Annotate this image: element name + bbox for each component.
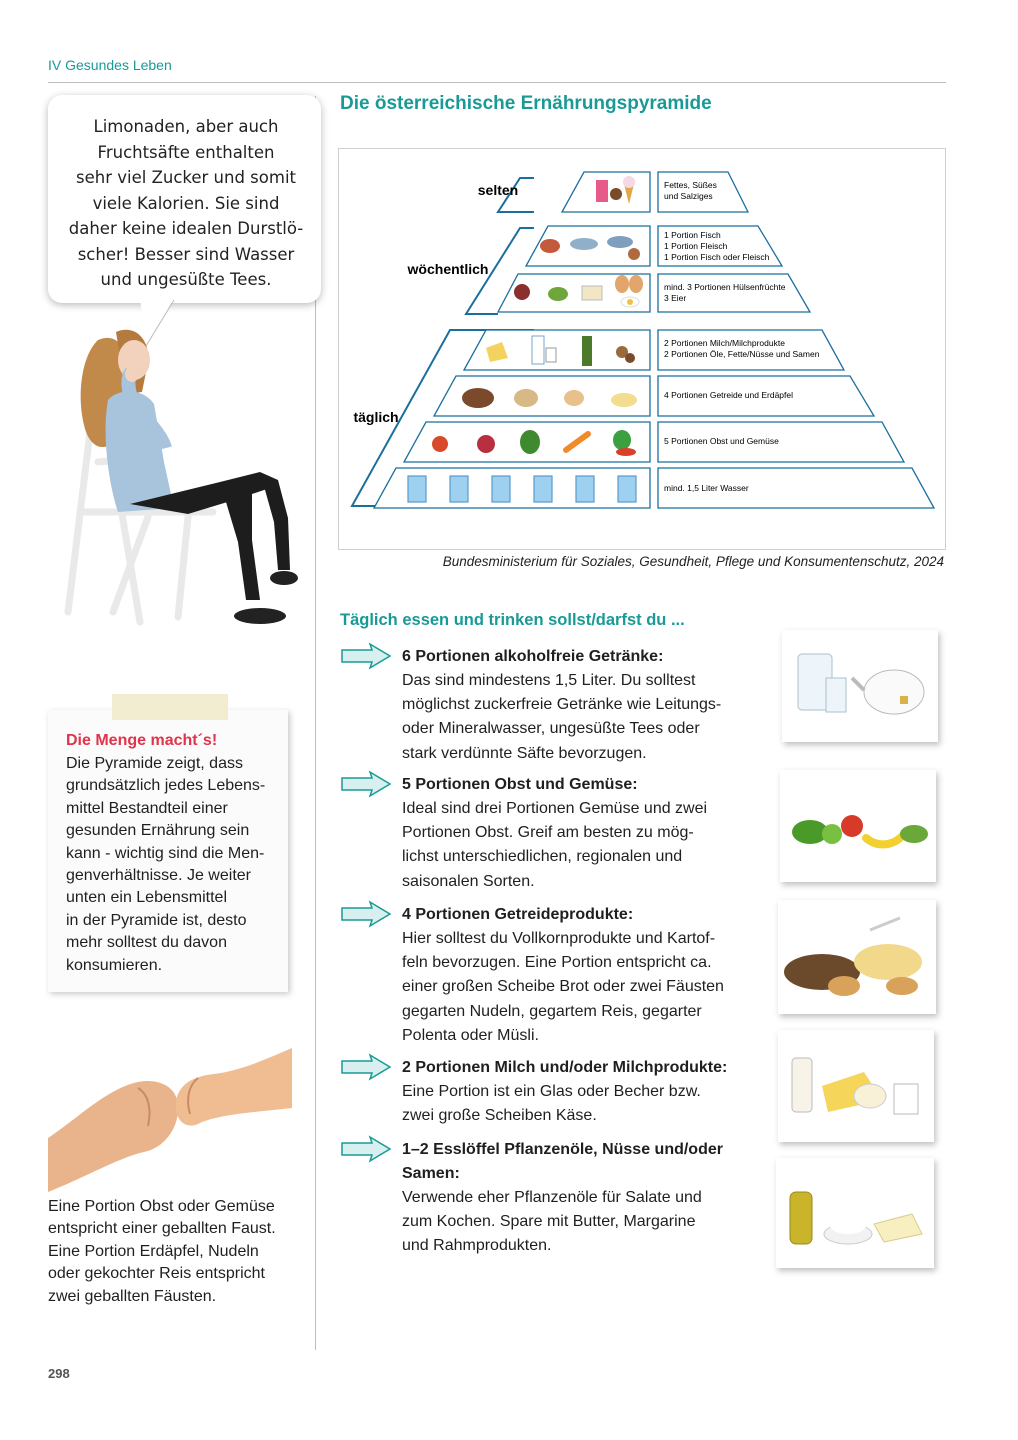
bread-icon: [462, 388, 494, 408]
item-line: saisonalen Sorten.: [402, 872, 535, 890]
info-line: gesunden Ernährung sein: [66, 822, 250, 840]
water-glass-icon: [618, 476, 636, 502]
caption-line: Eine Portion Obst oder Gemüse: [48, 1198, 275, 1215]
daily-item-2: [402, 773, 772, 894]
beans-icon: [514, 284, 530, 300]
page-number: 298: [48, 1366, 70, 1381]
pyramid-note: 2 Portionen Milch/Milchprodukte 2 Portionen Öle, Fette/Nüsse und Samen: [664, 338, 820, 359]
pyramid-note: 5 Portionen Obst und Gemüse: [664, 436, 779, 446]
bubble-line: und ungesüßte Tees.: [100, 270, 272, 289]
info-line: konsumieren.: [66, 956, 163, 974]
item-line: und Rahmprodukten.: [402, 1237, 552, 1255]
item-heading: Samen:: [402, 1165, 460, 1182]
daily-item-3: [402, 903, 772, 1048]
photo-grains: [778, 900, 936, 1014]
bubble-line: scher! Besser sind Wasser: [77, 244, 295, 264]
item-line: gegarten Nudeln, gegartem Reis, gegarter: [402, 1002, 702, 1020]
berries-icon: [477, 435, 495, 453]
milk-bottle-icon: [532, 336, 544, 364]
milk-cheese-icon: [778, 1030, 934, 1142]
arrow-bullet-icon: [340, 770, 392, 798]
bread-pasta-potato-icon: [778, 900, 936, 1014]
info-line: mittel Bestandteil einer: [66, 799, 228, 817]
item-line: feln bevorzugen. Eine Portion entspricht ca.: [402, 954, 712, 972]
info-line: Die Pyramide zeigt, dass: [66, 755, 243, 772]
item-line: Verwende eher Pflanzenöle für Salate und: [402, 1189, 702, 1206]
daily-item-1: [402, 645, 772, 766]
caption-line: Eine Portion Erdäpfel, Nudeln: [48, 1242, 259, 1260]
item-line: zum Kochen. Spare mit Butter, Margarine: [402, 1213, 696, 1231]
arrow-bullet-icon: [340, 642, 392, 670]
pepper-icon: [613, 430, 631, 450]
egg-icon: [629, 275, 643, 293]
caption-line: entspricht einer geballten Faust.: [48, 1220, 276, 1238]
daily-item-5: [402, 1138, 772, 1259]
tofu-icon: [582, 286, 602, 300]
chapter-header: IV Gesundes Leben: [48, 57, 172, 73]
arrow-bullet-icon: [340, 1135, 392, 1163]
item-line: oder Mineralwasser, ungesüßte Tees oder: [402, 720, 700, 738]
item-heading: 6 Portionen alkoholfreie Getränke:: [402, 648, 664, 665]
photo-dairy: [778, 1030, 934, 1142]
muesli-bowl-icon: [514, 389, 538, 407]
yogurt-icon: [546, 348, 556, 362]
bubble-line: sehr viel Zucker und somit: [76, 168, 296, 187]
meat-icon: [628, 248, 640, 260]
water-glass-icon: [450, 476, 468, 502]
item-heading: 5 Portionen Obst und Gemüse:: [402, 776, 638, 793]
level-label-weekly: wöchentlich: [407, 261, 489, 277]
fish-icon: [607, 236, 633, 248]
fists-photo: [48, 1048, 292, 1192]
info-line: mehr solltest du davon: [66, 934, 227, 952]
daily-section-title: Täglich essen und trinken sollst/darfst du ...: [340, 611, 685, 629]
caption-line: zwei geballten Fäusten.: [48, 1287, 217, 1305]
bubble-text: [62, 114, 310, 293]
item-line: zwei große Scheiben Käse.: [402, 1107, 597, 1125]
pasta-plate-icon: [611, 393, 637, 407]
item-line: einer großen Scheibe Brot oder zwei Fäusten: [402, 978, 724, 996]
info-line: kann - wichtig sind die Men-: [66, 844, 265, 862]
pyramid-note: 4 Portionen Getreide und Erdäpfel: [664, 390, 794, 400]
item-line: möglichst zuckerfreie Getränke wie Leitungs-: [402, 696, 722, 714]
girl-on-chair-illustration: [38, 312, 298, 642]
water-glass-icon: [576, 476, 594, 502]
pyramid-note: mind. 3 Portionen Hülsenfrüchte 3 Eier: [664, 282, 786, 303]
item-line: Eine Portion ist ein Glas oder Becher bzw.: [402, 1083, 701, 1100]
apple-icon: [432, 436, 448, 452]
item-line: Polenta oder Müsli.: [402, 1026, 539, 1044]
water-glass-icon: [408, 476, 426, 502]
bubble-line: viele Kalorien. Sie sind: [92, 193, 280, 213]
item-heading: 4 Portionen Getreideprodukte:: [402, 906, 634, 923]
water-glass-icon: [492, 476, 510, 502]
info-box-text: [66, 753, 282, 977]
caption-line: oder gekochter Reis entspricht: [48, 1265, 265, 1283]
bubble-line: Limonaden, aber auch: [93, 117, 279, 136]
photo-drinks: [782, 630, 938, 742]
cookie-icon: [610, 188, 622, 200]
bubble-line: daher keine idealen Durstlö-: [68, 219, 304, 238]
pyramid-note: 1 Portion Fisch 1 Portion Fleisch 1 Portion Fisch oder Fleisch: [664, 230, 770, 262]
food-pyramid-diagram: [338, 148, 944, 548]
item-line: stark verdünnte Säfte bevorzugen.: [402, 744, 647, 762]
photo-fruit-veg: [780, 770, 936, 882]
info-line: grundsätzlich jedes Lebens-: [66, 777, 266, 795]
egg-icon: [615, 275, 629, 293]
drumstick-icon: [540, 239, 560, 253]
arrow-bullet-icon: [340, 1053, 392, 1081]
pyramid-title: Die österreichische Ernährungspyramide: [340, 93, 712, 114]
pyramid-source: Bundesministerium für Soziales, Gesundheit, Pflege und Konsumentenschutz, 2024: [442, 554, 944, 569]
item-line: Ideal sind drei Portionen Gemüse und zwei: [402, 800, 708, 817]
lettuce-icon: [520, 430, 540, 454]
fruit-vegetable-icon: [780, 770, 936, 882]
oil-butter-icon: [776, 1158, 934, 1268]
item-line: Portionen Obst. Greif am besten zu mög-: [402, 824, 694, 842]
peas-icon: [548, 287, 568, 301]
pyramid-note: mind. 1,5 Liter Wasser: [664, 483, 749, 493]
fish-icon: [570, 238, 598, 250]
water-jug-teapot-icon: [782, 630, 938, 742]
soda-cup-icon: [596, 180, 608, 202]
pyramid-note: Fettes, Süßes und Salziges: [664, 180, 717, 201]
water-glass-icon: [534, 476, 552, 502]
info-box-title: Die Menge macht´s!: [66, 732, 218, 749]
item-line: Hier solltest du Vollkornprodukte und Kartof-: [402, 930, 716, 947]
info-line: unten ein Lebensmittel: [66, 889, 227, 907]
header-divider: [48, 82, 946, 83]
item-heading: 1–2 Esslöffel Pflanzenöle, Nüsse und/oder: [402, 1141, 723, 1158]
info-line: in der Pyramide ist, desto: [66, 911, 247, 929]
daily-item-4: [402, 1056, 772, 1128]
info-line: genverhältnisse. Je weiter: [66, 867, 251, 885]
level-label-daily: täglich: [353, 409, 399, 425]
arrow-bullet-icon: [340, 900, 392, 928]
potato-icon: [564, 390, 584, 406]
nuts-icon: [625, 353, 635, 363]
photo-oils: [776, 1158, 934, 1268]
bubble-line: Fruchtsäfte enthalten: [97, 142, 275, 162]
item-heading: 2 Portionen Milch und/oder Milchprodukte:: [402, 1059, 728, 1076]
level-label-rare: selten: [477, 182, 519, 198]
oil-bottle-icon: [582, 336, 592, 366]
fist-caption: [48, 1196, 298, 1308]
item-line: lichst unterschiedlichen, regionalen und: [402, 848, 683, 866]
tape-decoration: [112, 694, 228, 720]
item-line: Das sind mindestens 1,5 Liter. Du solltest: [402, 672, 696, 689]
